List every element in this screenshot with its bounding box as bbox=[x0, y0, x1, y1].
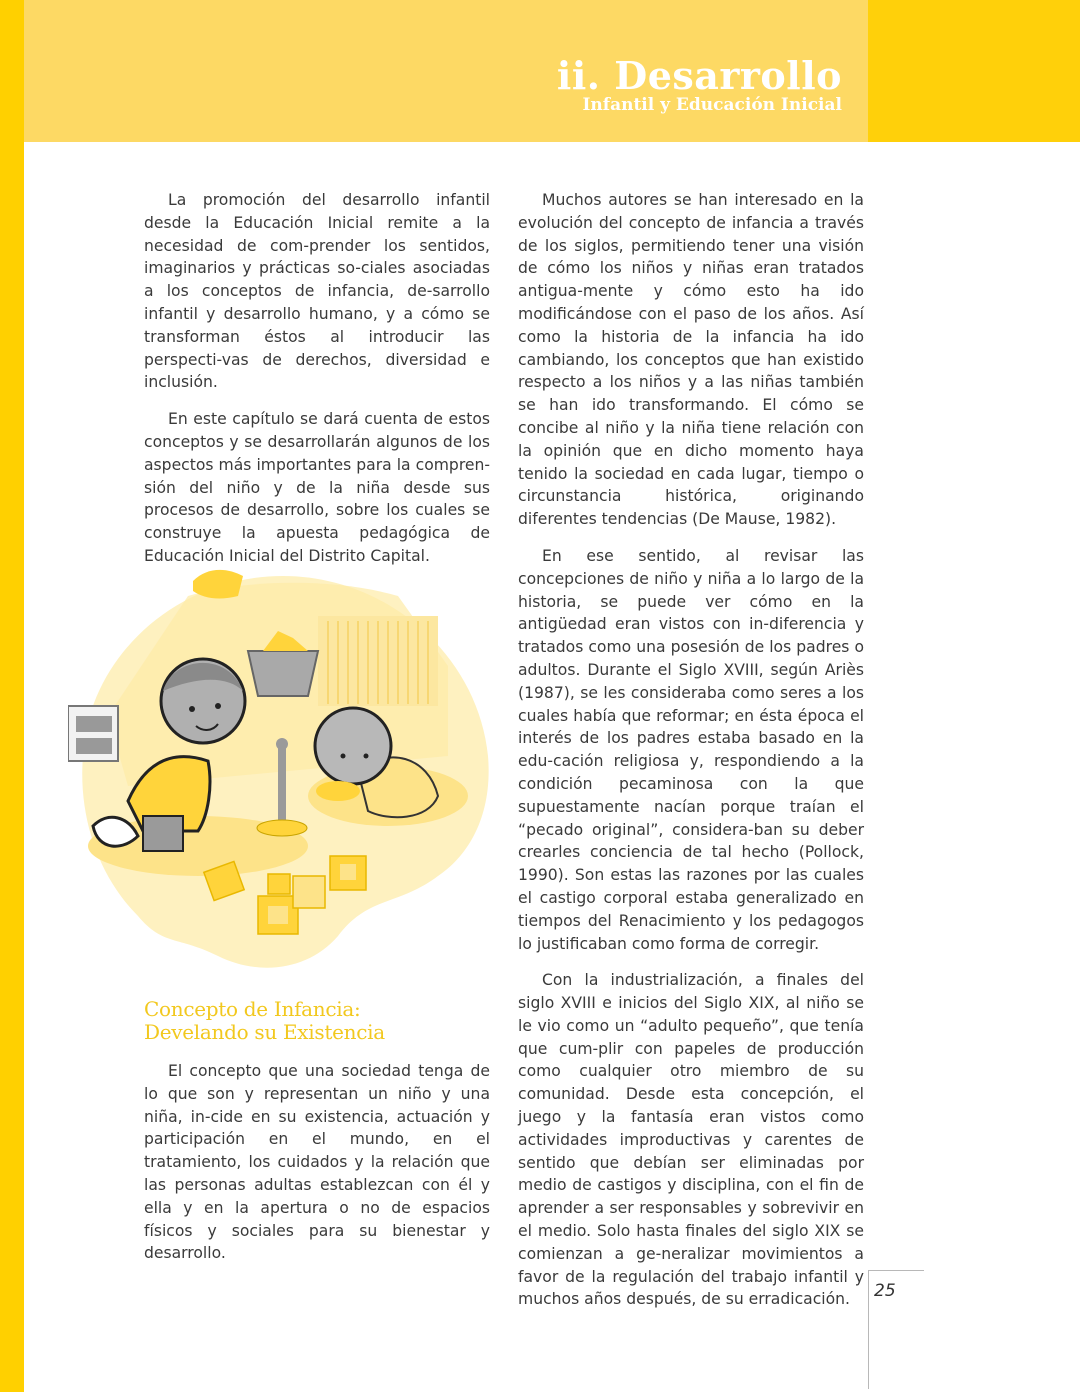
paragraph: El concepto que una sociedad tenga de lo que son y representan un niño y una niña, in-cide en su existencia, actuación y participación en el mundo, en el tratamiento, los cuidados y la relación que las personas adultas establezcan con él y ella y en la apertura o no de espacios físicos y sociales para su bienestar y desarrollo. bbox=[144, 1062, 490, 1263]
paragraph: En este capítulo se dará cuenta de estos conceptos y se desarrollarán algunos de los aspectos más importantes para la compren-sión del niño y de la niña desde sus procesos de desarrollo, sobre los cuales se construye la apuesta pedagógica de Educación Inicial del Distrito Capital. bbox=[144, 410, 490, 565]
left-column-section-body bbox=[144, 1060, 490, 1279]
section-heading-line1: Concepto de Infancia: bbox=[144, 997, 361, 1021]
paragraph: La promoción del desarrollo infantil desde la Educación Inicial remite a la necesidad de com-prender los sentidos, imaginarios y prácticas so-ciales asociadas a los conceptos de infancia, de-sarrollo infantil y desarrollo humano, y a cómo se transforman éstos al introducir las perspecti-vas de derechos, diversidad e inclusión. bbox=[144, 191, 490, 392]
left-column-intro bbox=[144, 189, 490, 582]
chapter-title bbox=[556, 53, 842, 115]
section-heading-line2: Develando su Existencia bbox=[144, 1020, 385, 1044]
chapter-title-main: ii. Desarrollo bbox=[556, 53, 842, 98]
side-color-strip bbox=[0, 0, 24, 1392]
paragraph: En ese sentido, al revisar las concepciones de niño y niña a lo largo de la historia, se puede ver cómo en la antigüedad eran vistos con in-diferencia y tratados como una posesión de los padres o adultos. Durante el Siglo XVIII, según Ariès (1987), se les consideraba como seres a los cuales había que reformar; en ésta época el interés de los padres estaba basado en la edu-cación religiosa y, respondiendo a la condición pecaminosa con la que supuestamente nacían porque traían el “pecado original”, considera-ban su deber crearles conciencia de tal hecho (Pollock, 1990). Son estas las razones por las cuales el castigo corporal estaba generalizado en tiempos del Renacimiento y los pedagogos lo justificaban como forma de corregir. bbox=[518, 546, 864, 953]
page-number-box bbox=[868, 1270, 924, 1389]
right-column bbox=[518, 189, 864, 1325]
page-number: 25 bbox=[874, 1281, 896, 1301]
chapter-title-subtitle: Infantil y Educación Inicial bbox=[582, 95, 842, 115]
section-heading bbox=[144, 998, 490, 1044]
paragraph: Con la industrialización, a finales del siglo XVIII e inicios del Siglo XIX, al niño se le vio como un “adulto pequeño”, que tenía que cum-plir con papeles de producción como cualquier otro miembro de su comunidad. Desde esta concepción, el juego y la fantasía eran vistos como actividades improductivas y carentes de sentido que debían ser eliminadas por medio de castigos y disciplina, con el fin de aprender a ser responsables y sobrevivir en el medio. Solo hasta finales del siglo XIX se comienzan a ge-neralizar movimientos a favor de la regulación del trabajo infantil y muchos años después, de su erradicación. bbox=[518, 971, 864, 1309]
header-accent-block bbox=[868, 0, 1080, 142]
paragraph: Muchos autores se han interesado en la evolución del concepto de infancia a través de los siglos, permitiendo tener una visión de cómo los niños y niñas eran tratados antigua-mente y cómo esto ha ido modificándose con el paso de los años. Así como la historia de la infancia ha ido cambiando, los conceptos que han existido respecto a los niños y a las niñas también se han ido transformando. El cómo se concibe al niño y la niña tiene relación con la opinión que en dicho momento haya tenido la sociedad en cada lugar, tiempo o circunstancia histórica, originando diferentes tendencias (De Mause, 1982). bbox=[518, 191, 864, 529]
children-playing-illustration bbox=[68, 556, 498, 976]
illustration-svg bbox=[68, 556, 498, 976]
